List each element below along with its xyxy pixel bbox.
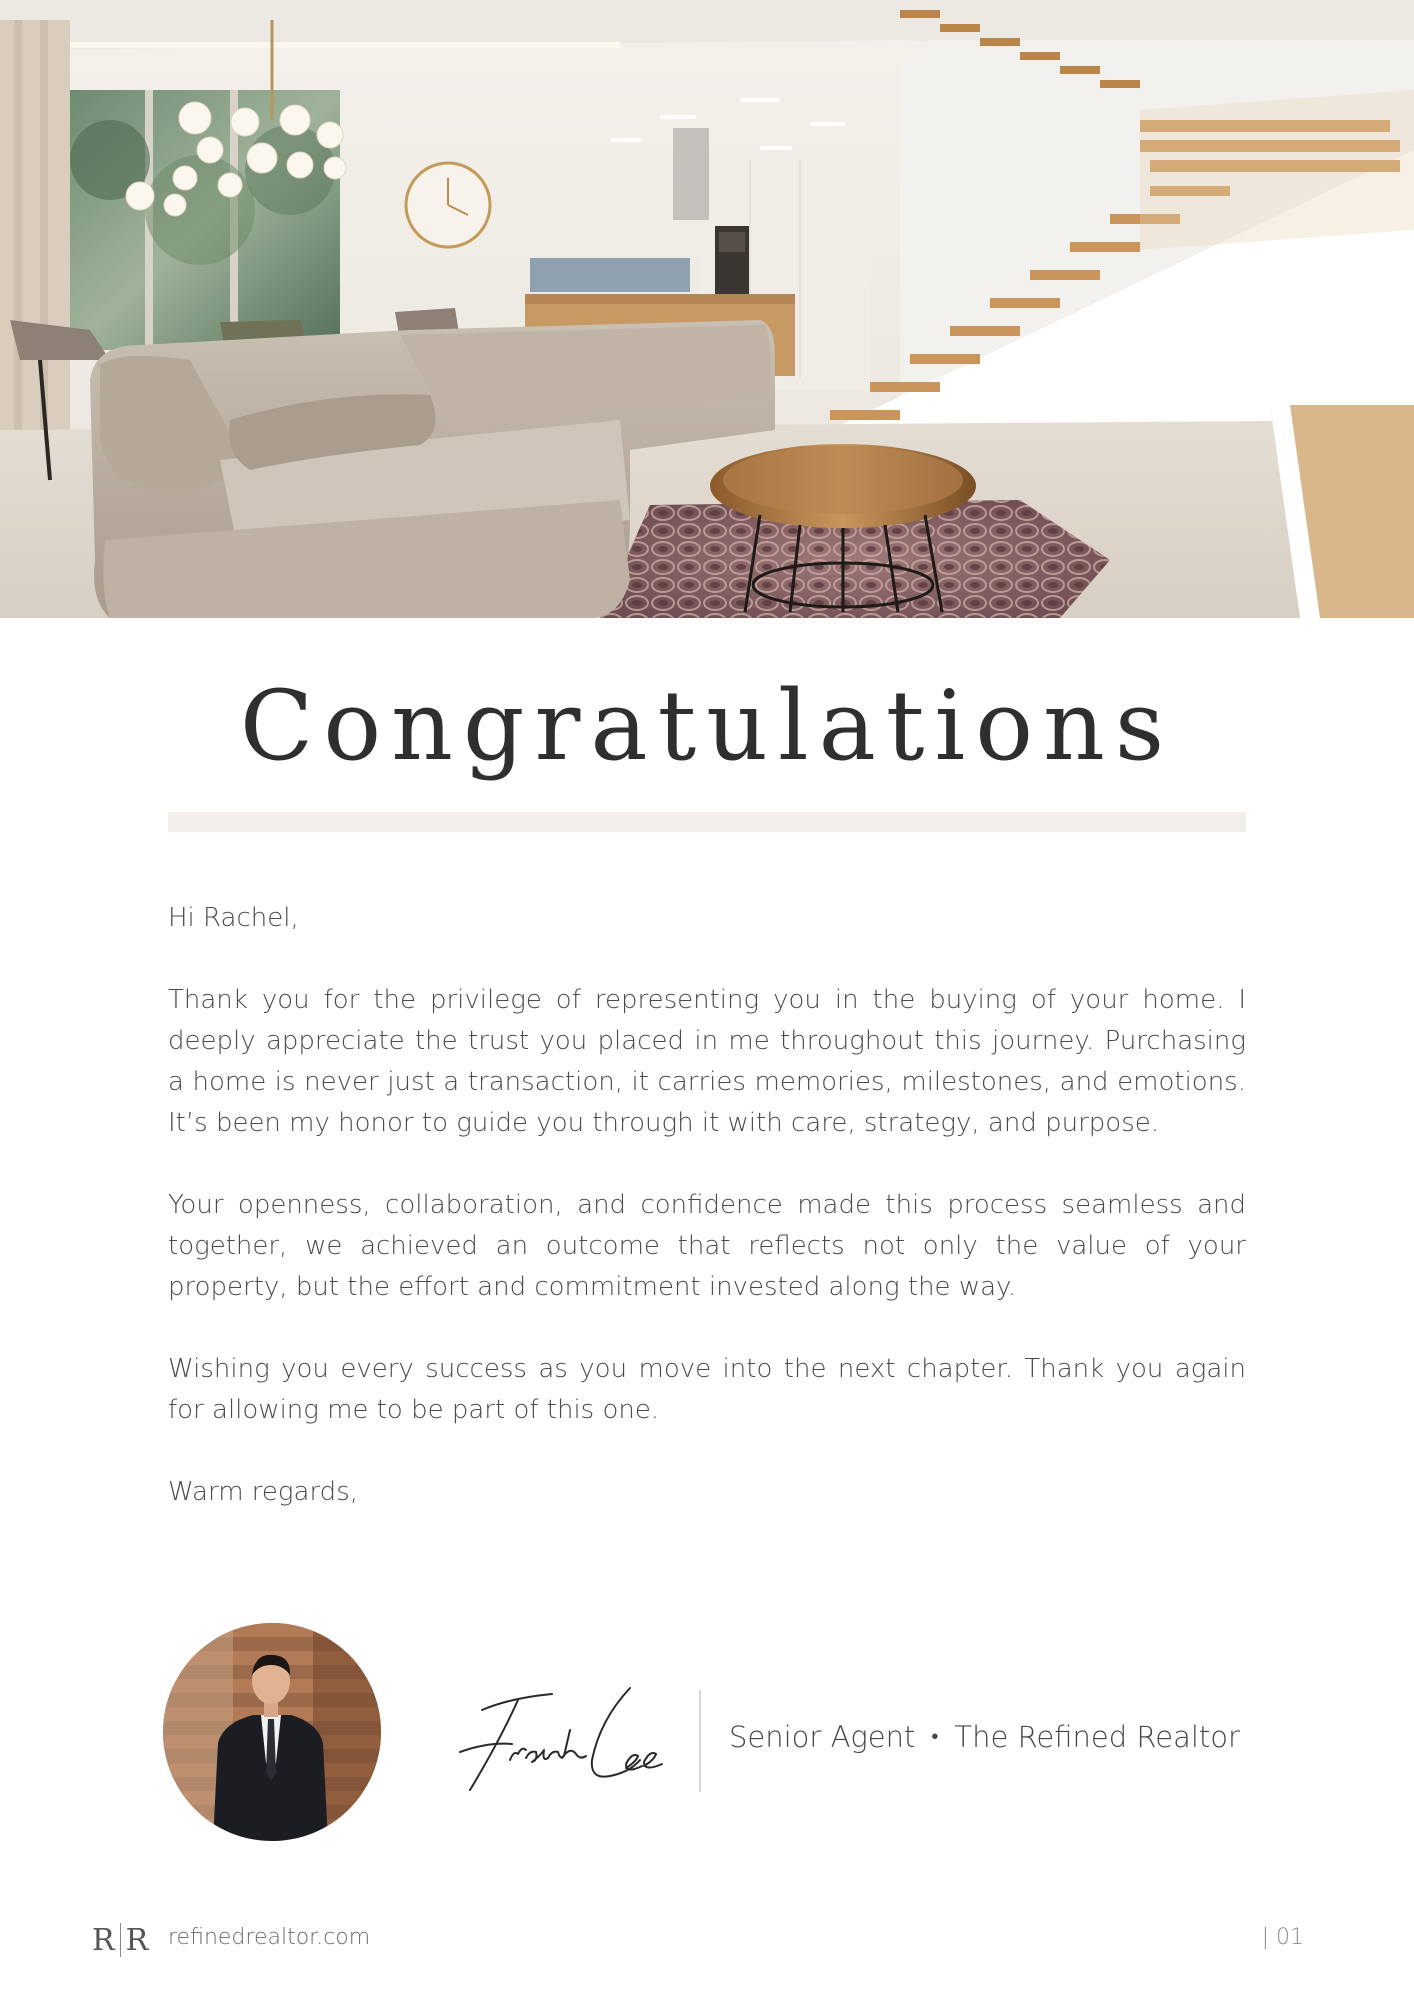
title-rule-band: [168, 812, 1246, 832]
letter-paragraph: Wishing you every success as you move into the next chapter. Thank you again for allowing me to be part of this one.: [168, 1354, 1246, 1425]
page-number: | 01: [1261, 1925, 1304, 1950]
agent-credentials: [729, 1720, 1240, 1754]
footer-website-link[interactable]: refinedrealtor.com: [168, 1925, 371, 1950]
hero-photo: [0, 0, 1414, 618]
agent-avatar: [163, 1623, 381, 1841]
letter-greeting: Hi Rachel,: [168, 903, 299, 933]
page-title: Congratulations: [239, 670, 1175, 782]
letter-body: [168, 898, 1246, 1513]
agent-company: The Refined Realtor: [954, 1720, 1240, 1754]
letter-paragraph: Your openness, collaboration, and confidence made this process seamless and together, we achieved an outcome that reflects not only the value of your property, but the effort and commitment invested along the way.: [168, 1190, 1246, 1302]
agent-title: Senior Agent: [729, 1720, 916, 1754]
agent-signature: [430, 1680, 680, 1800]
logo-letter-right: R: [125, 1922, 149, 1958]
logo-divider: [120, 1923, 121, 1957]
separator-dot: •: [931, 1723, 939, 1748]
logo-letter-left: R: [92, 1922, 115, 1958]
letter-paragraph: Thank you for the privilege of representing you in the buying of your home. I deeply appreciate the trust you placed in me throughout this journey. Purchasing a home is never just a transaction, it carries memories, milestones, and emotions. It’s been my honor to guide you through it with care, strategy, and purpose.: [168, 985, 1246, 1138]
letter-closing: Warm regards,: [168, 1477, 358, 1507]
signature-divider: [699, 1690, 701, 1792]
footer-logo: [92, 1920, 148, 1960]
